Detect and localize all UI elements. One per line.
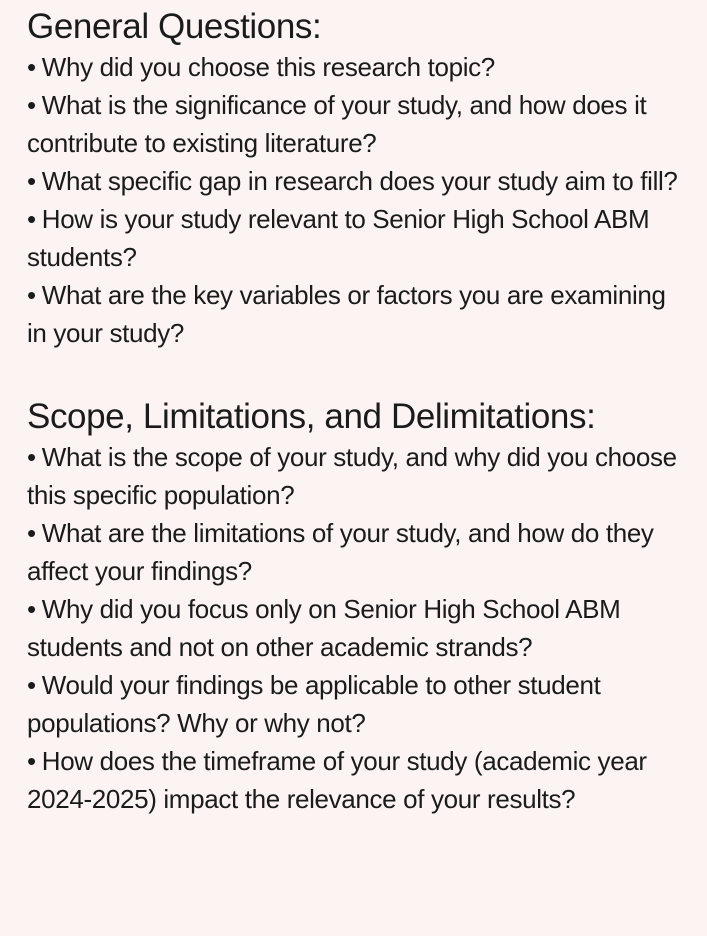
question-text: What are the limitations of your study, and how do they affect your findings? [27,518,654,586]
bullet-icon: • [27,670,36,700]
question-text: Why did you choose this research topic? [41,52,495,82]
bullet-icon: • [27,746,36,776]
question-item [27,514,685,590]
bullet-icon: • [27,90,36,120]
scope-questions-list [27,438,685,818]
question-item [27,590,685,666]
section-heading-general-questions: General Questions: [27,7,322,46]
general-questions-list [27,48,685,352]
question-item [27,666,685,742]
bullet-icon: • [27,442,36,472]
section-heading-scope-limitations: Scope, Limitations, and Delimitations: [27,397,596,436]
question-text: Would your findings be applicable to other student populations? Why or why not? [27,670,601,738]
bullet-icon: • [27,280,36,310]
question-item [27,86,685,162]
bullet-icon: • [27,52,36,82]
question-text: What specific gap in research does your study aim to fill? [41,166,678,196]
question-text: What is the significance of your study, and how does it contribute to existing literature? [27,90,647,158]
bullet-icon: • [27,594,36,624]
bullet-icon: • [27,518,36,548]
question-text: What are the key variables or factors you are examining in your study? [27,280,666,348]
question-item [27,200,685,276]
question-item [27,162,685,200]
bullet-icon: • [27,166,36,196]
question-text: What is the scope of your study, and why did you choose this specific population? [27,442,677,510]
question-item [27,742,685,818]
question-text: How does the timeframe of your study (academic year 2024-2025) impact the relevance of your results? [27,746,647,814]
question-text: How is your study relevant to Senior High School ABM students? [27,204,650,272]
question-item [27,276,685,352]
question-item [27,438,685,514]
question-item [27,48,685,86]
bullet-icon: • [27,204,36,234]
question-text: Why did you focus only on Senior High School ABM students and not on other academic strands? [27,594,621,662]
